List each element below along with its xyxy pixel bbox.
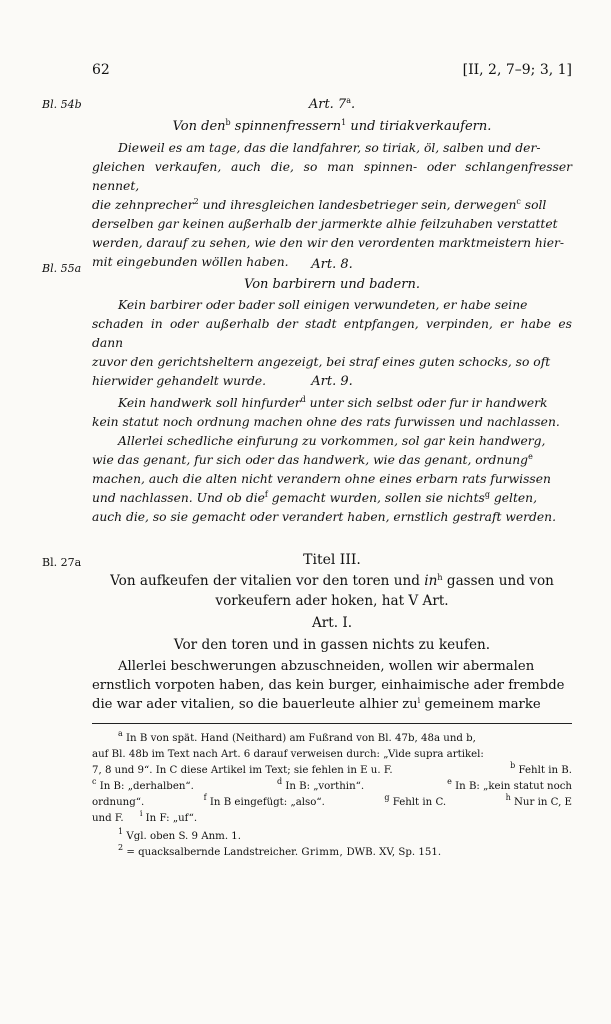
titel3-art1-body: Allerlei beschwerungen abzuschneiden, wollen wir abermalen ernstlich vorpoten haben, das kein burger, einhaimische ader frembde die war ader vitalien, so die bauerleute alhier $zu^i$ gemeinem marke [92, 659, 565, 712]
art7-subtitle: Von den$^b$ spinnenfressern$^1$ und tiriakverkaufern. [172, 118, 492, 134]
art7-heading: Art. 7$^a$. [308, 96, 356, 112]
titel3-art1-subtitle: Vor den toren und in gassen nichts zu keufen. [173, 637, 491, 653]
footnotes: $^a$ In B von spät. Hand (Neithard) am Fußrand von Bl. 47b, 48a und b, auf Bl. 48b im Text nach Art. 6 darauf verweisen durch: „Vide supra artikel: 7, 8 und 9“. In C diese Artikel im Text; sie fehlen in E u. F. $^b$ Fehlt in B. $^c$ In B: „derhalben“. $^d$ In B: „vorthin“. $^e$ In B: „kein statut noch ordnung“. $^f$ In B eingefügt: „also“. $^g$ Fehlt in C. $^h$ Nur in C, E und F. $^i$ In F: „uf“. $^1$ Vgl. oben S. 9 Anm. 1. $^2$ = quacksalbernde Landstreicher. Grimm, DWB. XV, Sp. 151. [92, 729, 572, 858]
art9-heading: Art. 9. [311, 374, 353, 389]
art8-heading: Art. 8. [311, 257, 353, 272]
art8-body: Kein barbirer oder bader soll einigen verwundeten, er habe seine schaden in oder außerhalb der stadt entpfangen, verpinden, er habe es dann zuvor den gerichtsheltern angezeigt, bei straf eines guten schocks, so oft hierwider gehandelt wurde. [92, 298, 572, 388]
art9-body: Kein handwerk soll hinfurder$^d$ unter sich selbst oder fur ir handwerk kein statut noch ordnung machen ohne des rats furwissen und nachlassen. Allerlei schedliche einfurung zu vorkommen, sol gar kein handwerg, wie das genant, fur sich oder das handwerk, wie das genant, ordnung$^e$ machen, auch die alten nicht verandern ohne eines erbarn rats furwissen und nachlassen. Und ob die$^f$ gemacht wurden, sollen sie nichts$^g$ gelten, auch die, so sie gemacht oder verandert haben, ernstlich gestraft werden. [92, 395, 560, 524]
margin-note-bl55a: Bl. 55a [42, 262, 82, 275]
margin-note-bl54b: Bl. 54b [42, 98, 82, 111]
page-number: 62 [92, 62, 110, 78]
art8-subtitle: Von barbirern und badern. [244, 277, 420, 292]
art7-body: Dieweil es am tage, das die landfahrer, so tiriak, öl, salben und der- gleichen verkaufen, auch die, so man spinnen- oder schlangenfresser nennet, die zehnprecher$^2$ und ihresgleichen landesbetrieger sein, derwegen$^c$ soll derselben gar keinen außerhalb der jarmerkte alhie feilzuhaben verstattet werden, darauf zu sehen, wie den wir den verordenten marktmeistern hier- mit eingebunden wöllen haben. [92, 141, 572, 269]
section-reference: [II, 2, 7–9; 3, 1] [462, 62, 572, 78]
margin-note-bl27a: Bl. 27a [42, 556, 82, 569]
titel3-art1-heading: Art. I. [311, 615, 353, 631]
titel3-heading: Titel III. [303, 552, 361, 568]
running-header [92, 62, 572, 82]
titel3-subtitle: Von aufkeufen der vitalien vor den toren und $in^h$ gassen und von vorkeufern ader hoken, hat V Art. [110, 573, 554, 609]
footnote-divider [92, 723, 572, 724]
